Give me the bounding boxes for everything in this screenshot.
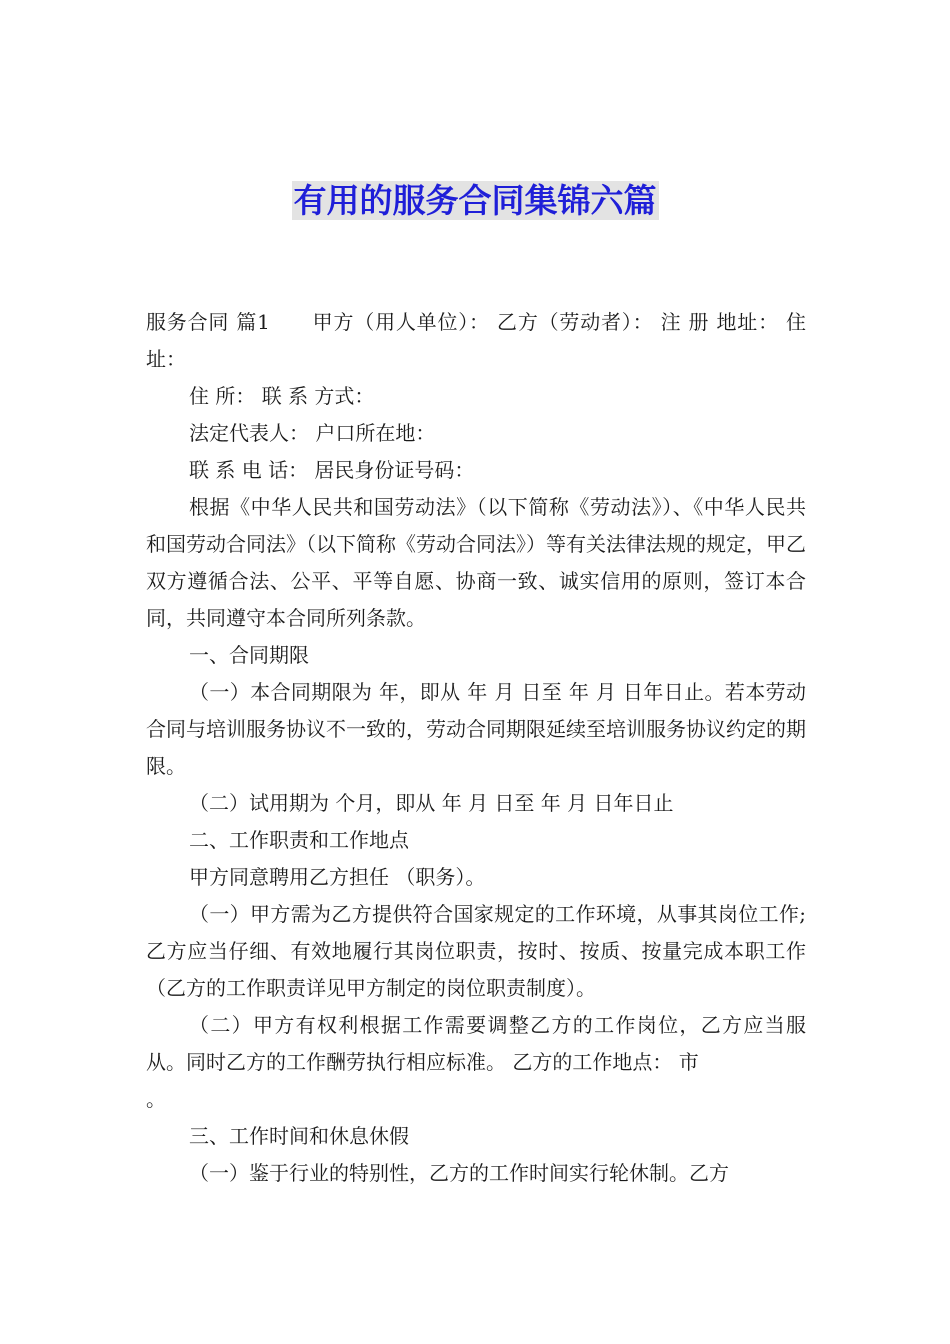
- reg-address-label: 注 册 地: [660, 310, 738, 334]
- reg-address-label-cont: 址：: [737, 310, 779, 334]
- section-3-paragraph-1: （一）鉴于行业的特别性，乙方的工作时间实行轮休制。乙方: [189, 1161, 729, 1185]
- section-heading-2: 二、工作职责和工作地点: [189, 828, 409, 852]
- intro-paragraph: 根据《中华人民共和国劳动法》（以下简称《劳动法》）、《中华人民共和国劳动合同法》（以下简称《劳动合同法》）等有关法律法规的规定，甲乙双方遵循合法、公平、平等自愿、协商一致、诚实信用的原则，签订本合同，共同遵守本合同所列条款。: [146, 495, 806, 630]
- header-line: [146, 304, 806, 378]
- residence-line: 住 所： 联 系 方式：: [189, 384, 375, 408]
- section-2-paragraph-2: （二）甲方有权利根据工作需要调整乙方的工作岗位，乙方应当服从。同时乙方的工作酬劳执行相应标准。 乙方的工作地点： 市: [146, 1013, 806, 1074]
- phone-id-line: 联 系 电 话： 居民身份证号码：: [189, 458, 475, 482]
- article-label: 服务合同 篇1: [146, 310, 270, 334]
- section-heading-3: 三、工作时间和休息休假: [189, 1124, 409, 1148]
- party-b-label: 乙方（劳动者）：: [497, 310, 654, 334]
- address-label: 住 址：: [146, 310, 807, 371]
- section-2-paragraph-2-tail: 。: [146, 1087, 166, 1111]
- section-1-paragraph-2: （二）试用期为 个月，即从 年 月 日至 年 月 日年日止: [189, 791, 674, 815]
- section-heading-1: 一、合同期限: [189, 643, 309, 667]
- party-a-label: 甲方（用人单位）：: [311, 310, 490, 334]
- section-1-paragraph-1: （一）本合同期限为 年，即从 年 月 日至 年 月 日年日止。若本劳动合同与培训服务协议不一致的，劳动合同期限延续至培训服务协议约定的期限。: [146, 680, 806, 778]
- document-body: [146, 304, 806, 1192]
- legal-rep-line: 法定代表人： 户口所在地：: [189, 421, 436, 445]
- section-2-paragraph-1: （一）甲方需为乙方提供符合国家规定的工作环境，从事其岗位工作;乙方应当仔细、有效地履行其岗位职责，按时、按质、按量完成本职工作（乙方的工作职责详见甲方制定的岗位职责制度）。: [146, 902, 806, 1000]
- document-title: 有用的服务合同集锦六篇: [293, 181, 657, 220]
- section-2-paragraph-0: 甲方同意聘用乙方担任 （职务）。: [189, 865, 486, 889]
